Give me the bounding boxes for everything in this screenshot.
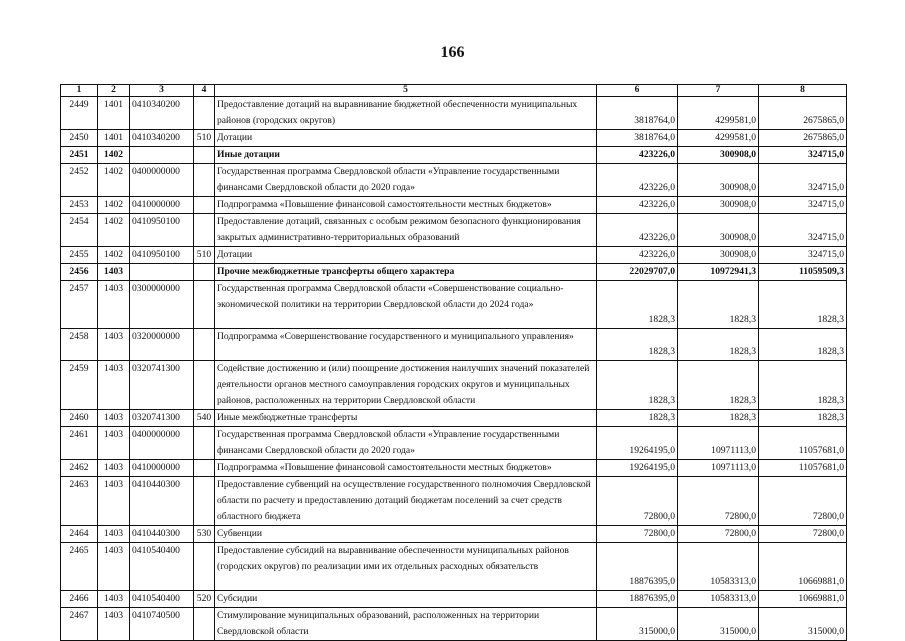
target-article-cell: 0300000000	[130, 281, 194, 329]
amount-year-1-cell: 18876395,0	[597, 543, 678, 591]
amount-year-1-cell: 3818764,0	[597, 97, 678, 130]
amount-year-3-cell: 2675865,0	[759, 130, 847, 147]
amount-year-2-cell: 4299581,0	[678, 130, 759, 147]
section-code-cell: 1401	[98, 97, 130, 130]
table-row	[61, 361, 847, 410]
row-number-cell: 2454	[61, 214, 98, 247]
row-number-cell: 2465	[61, 543, 98, 591]
target-article-cell: 0320000000	[130, 329, 194, 361]
target-article-cell: 0410740500	[130, 608, 194, 641]
item-name-cell: Стимулирование муниципальных образований, расположенных на территории Свердловской области	[215, 608, 597, 641]
amount-year-3-cell: 324715,0	[759, 214, 847, 247]
amount-year-3-cell: 72800,0	[759, 526, 847, 543]
table-row	[61, 427, 847, 460]
amount-year-1-cell: 19264195,0	[597, 460, 678, 477]
row-number-cell: 2452	[61, 164, 98, 197]
expense-type-cell	[194, 361, 215, 410]
expense-type-cell	[194, 608, 215, 641]
expense-type-cell	[194, 264, 215, 281]
section-code-cell: 1403	[98, 281, 130, 329]
row-number-cell: 2453	[61, 197, 98, 214]
table-body	[61, 97, 847, 641]
amount-year-3-cell: 324715,0	[759, 247, 847, 264]
item-name-cell: Предоставление дотаций, связанных с особым режимом безопасного функционирования закрытых административно-территориальных образований	[215, 214, 597, 247]
amount-year-1-cell: 1828,3	[597, 329, 678, 361]
amount-year-3-cell: 1828,3	[759, 410, 847, 427]
table-row	[61, 591, 847, 608]
section-code-cell: 1403	[98, 427, 130, 460]
item-name-cell: Содействие достижению и (или) поощрение достижения наилучших значений показателей деятельности органов местного самоуправления городских округов и муниципальных районов, расположенных на территории Свердловской области	[215, 361, 597, 410]
amount-year-1-cell: 18876395,0	[597, 591, 678, 608]
table-row	[61, 526, 847, 543]
row-number-cell: 2450	[61, 130, 98, 147]
row-number-cell: 2463	[61, 477, 98, 526]
section-code-cell: 1403	[98, 477, 130, 526]
amount-year-3-cell: 1828,3	[759, 361, 847, 410]
amount-year-2-cell: 300908,0	[678, 247, 759, 264]
expense-type-cell	[194, 427, 215, 460]
amount-year-1-cell: 1828,3	[597, 410, 678, 427]
header-col-3: 3	[130, 85, 194, 97]
row-number-cell: 2455	[61, 247, 98, 264]
header-col-2: 2	[98, 85, 130, 97]
header-col-1: 1	[61, 85, 98, 97]
table-row	[61, 410, 847, 427]
section-code-cell: 1403	[98, 543, 130, 591]
amount-year-2-cell: 10971113,0	[678, 460, 759, 477]
amount-year-2-cell: 1828,3	[678, 361, 759, 410]
expense-type-cell	[194, 147, 215, 164]
section-code-cell: 1401	[98, 130, 130, 147]
item-name-cell: Субсидии	[215, 591, 597, 608]
row-number-cell: 2451	[61, 147, 98, 164]
section-code-cell: 1402	[98, 164, 130, 197]
amount-year-2-cell: 300908,0	[678, 197, 759, 214]
amount-year-1-cell: 19264195,0	[597, 427, 678, 460]
target-article-cell: 0410000000	[130, 197, 194, 214]
amount-year-3-cell: 72800,0	[759, 477, 847, 526]
amount-year-3-cell: 2675865,0	[759, 97, 847, 130]
header-col-6: 6	[597, 85, 678, 97]
item-name-cell: Подпрограмма «Совершенствование государственного и муниципального управления»	[215, 329, 597, 361]
table-row	[61, 329, 847, 361]
expense-type-cell: 520	[194, 591, 215, 608]
item-name-cell: Субвенции	[215, 526, 597, 543]
expense-type-cell	[194, 329, 215, 361]
item-name-cell: Прочие межбюджетные трансферты общего характера	[215, 264, 597, 281]
section-code-cell: 1403	[98, 460, 130, 477]
item-name-cell: Государственная программа Свердловской области «Совершенствование социально-экономической политики на территории Свердловской области до 2024 года»	[215, 281, 597, 329]
target-article-cell	[130, 147, 194, 164]
amount-year-2-cell: 1828,3	[678, 281, 759, 329]
amount-year-3-cell: 1828,3	[759, 281, 847, 329]
row-number-cell: 2456	[61, 264, 98, 281]
header-col-7: 7	[678, 85, 759, 97]
item-name-cell: Иные дотации	[215, 147, 597, 164]
item-name-cell: Государственная программа Свердловской области «Управление государственными финансами Свердловской области до 2020 года»	[215, 164, 597, 197]
item-name-cell: Предоставление субсидий на выравнивание обеспеченности муниципальных районов (городских округов) по реализации ими их отдельных расходных обязательств	[215, 543, 597, 591]
expense-type-cell	[194, 281, 215, 329]
expense-type-cell	[194, 460, 215, 477]
expense-type-cell	[194, 477, 215, 526]
amount-year-3-cell: 324715,0	[759, 147, 847, 164]
expense-type-cell	[194, 214, 215, 247]
amount-year-2-cell: 1828,3	[678, 329, 759, 361]
target-article-cell: 0400000000	[130, 427, 194, 460]
row-number-cell: 2462	[61, 460, 98, 477]
row-number-cell: 2459	[61, 361, 98, 410]
table-row	[61, 543, 847, 591]
amount-year-1-cell: 72800,0	[597, 526, 678, 543]
section-code-cell: 1403	[98, 608, 130, 641]
section-code-cell: 1403	[98, 591, 130, 608]
item-name-cell: Дотации	[215, 247, 597, 264]
header-col-4: 4	[194, 85, 215, 97]
table-row	[61, 608, 847, 641]
row-number-cell: 2461	[61, 427, 98, 460]
table-row	[61, 147, 847, 164]
section-code-cell: 1403	[98, 329, 130, 361]
row-number-cell: 2458	[61, 329, 98, 361]
amount-year-3-cell: 324715,0	[759, 197, 847, 214]
target-article-cell: 0410440300	[130, 526, 194, 543]
amount-year-2-cell: 72800,0	[678, 477, 759, 526]
amount-year-2-cell: 72800,0	[678, 526, 759, 543]
expense-type-cell	[194, 197, 215, 214]
amount-year-2-cell: 1828,3	[678, 410, 759, 427]
target-article-cell: 0410340200	[130, 130, 194, 147]
section-code-cell: 1402	[98, 214, 130, 247]
section-code-cell: 1403	[98, 526, 130, 543]
page-number: 166	[440, 44, 465, 61]
amount-year-3-cell: 1828,3	[759, 329, 847, 361]
amount-year-3-cell: 10669881,0	[759, 591, 847, 608]
table-row	[61, 247, 847, 264]
amount-year-1-cell: 423226,0	[597, 147, 678, 164]
target-article-cell: 0410950100	[130, 214, 194, 247]
amount-year-3-cell: 324715,0	[759, 164, 847, 197]
amount-year-1-cell: 315000,0	[597, 608, 678, 641]
row-number-cell: 2457	[61, 281, 98, 329]
target-article-cell: 0410540400	[130, 591, 194, 608]
target-article-cell: 0410950100	[130, 247, 194, 264]
table-row	[61, 264, 847, 281]
target-article-cell: 0320741300	[130, 410, 194, 427]
expense-type-cell	[194, 164, 215, 197]
target-article-cell: 0400000000	[130, 164, 194, 197]
row-number-cell: 2467	[61, 608, 98, 641]
amount-year-1-cell: 423226,0	[597, 214, 678, 247]
amount-year-3-cell: 11057681,0	[759, 460, 847, 477]
table-row	[61, 164, 847, 197]
section-code-cell: 1403	[98, 410, 130, 427]
row-number-cell: 2460	[61, 410, 98, 427]
amount-year-3-cell: 315000,0	[759, 608, 847, 641]
item-name-cell: Дотации	[215, 130, 597, 147]
amount-year-3-cell: 11059509,3	[759, 264, 847, 281]
amount-year-2-cell: 315000,0	[678, 608, 759, 641]
amount-year-2-cell: 10583313,0	[678, 543, 759, 591]
section-code-cell: 1403	[98, 264, 130, 281]
amount-year-2-cell: 300908,0	[678, 164, 759, 197]
target-article-cell	[130, 264, 194, 281]
amount-year-2-cell: 10583313,0	[678, 591, 759, 608]
amount-year-2-cell: 10971113,0	[678, 427, 759, 460]
header-col-8: 8	[759, 85, 847, 97]
item-name-cell: Предоставление субвенций на осуществление государственного полномочия Свердловской области по расчету и предоставлению дотаций бюджетам поселений за счет средств областного бюджета	[215, 477, 597, 526]
amount-year-1-cell: 22029707,0	[597, 264, 678, 281]
expense-type-cell: 530	[194, 526, 215, 543]
amount-year-2-cell: 300908,0	[678, 214, 759, 247]
budget-table	[60, 84, 847, 641]
table-row	[61, 97, 847, 130]
amount-year-1-cell: 423226,0	[597, 197, 678, 214]
target-article-cell: 0410340200	[130, 97, 194, 130]
section-code-cell: 1402	[98, 247, 130, 264]
section-code-cell: 1402	[98, 147, 130, 164]
table-header-row	[61, 85, 847, 97]
amount-year-1-cell: 1828,3	[597, 281, 678, 329]
item-name-cell: Иные межбюджетные трансферты	[215, 410, 597, 427]
header-col-5: 5	[215, 85, 597, 97]
amount-year-1-cell: 72800,0	[597, 477, 678, 526]
row-number-cell: 2464	[61, 526, 98, 543]
amount-year-1-cell: 423226,0	[597, 247, 678, 264]
expense-type-cell: 510	[194, 247, 215, 264]
amount-year-2-cell: 10972941,3	[678, 264, 759, 281]
table-row	[61, 130, 847, 147]
section-code-cell: 1402	[98, 197, 130, 214]
table-row	[61, 281, 847, 329]
amount-year-1-cell: 1828,3	[597, 361, 678, 410]
target-article-cell: 0320741300	[130, 361, 194, 410]
table-row	[61, 477, 847, 526]
target-article-cell: 0410440300	[130, 477, 194, 526]
amount-year-1-cell: 423226,0	[597, 164, 678, 197]
amount-year-1-cell: 3818764,0	[597, 130, 678, 147]
item-name-cell: Государственная программа Свердловской области «Управление государственными финансами Свердловской области до 2020 года»	[215, 427, 597, 460]
table-row	[61, 214, 847, 247]
row-number-cell: 2449	[61, 97, 98, 130]
item-name-cell: Подпрограмма «Повышение финансовой самостоятельности местных бюджетов»	[215, 460, 597, 477]
row-number-cell: 2466	[61, 591, 98, 608]
target-article-cell: 0410000000	[130, 460, 194, 477]
expense-type-cell	[194, 97, 215, 130]
expense-type-cell: 510	[194, 130, 215, 147]
expense-type-cell: 540	[194, 410, 215, 427]
amount-year-2-cell: 300908,0	[678, 147, 759, 164]
amount-year-3-cell: 11057681,0	[759, 427, 847, 460]
item-name-cell: Предоставление дотаций на выравнивание бюджетной обеспеченности муниципальных районов (городских округов)	[215, 97, 597, 130]
amount-year-3-cell: 10669881,0	[759, 543, 847, 591]
table-row	[61, 460, 847, 477]
table-row	[61, 197, 847, 214]
expense-type-cell	[194, 543, 215, 591]
target-article-cell: 0410540400	[130, 543, 194, 591]
item-name-cell: Подпрограмма «Повышение финансовой самостоятельности местных бюджетов»	[215, 197, 597, 214]
section-code-cell: 1403	[98, 361, 130, 410]
amount-year-2-cell: 4299581,0	[678, 97, 759, 130]
